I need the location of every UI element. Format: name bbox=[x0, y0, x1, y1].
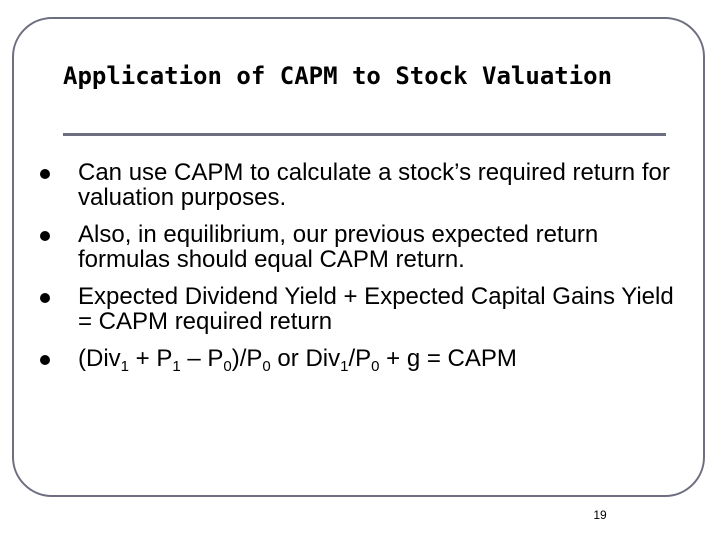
bullet-item bbox=[40, 222, 690, 272]
formula-subscript: 0 bbox=[262, 358, 271, 375]
formula-part: + g = CAPM bbox=[379, 345, 517, 372]
formula-part: /P bbox=[348, 345, 372, 372]
formula-part: (Div bbox=[78, 345, 121, 372]
formula-subscript: 1 bbox=[120, 358, 129, 375]
formula-text bbox=[78, 345, 517, 375]
bullet-item-formula bbox=[40, 345, 690, 375]
formula-part: or Div bbox=[270, 345, 341, 372]
bullet-icon bbox=[40, 293, 50, 303]
formula-subscript: 0 bbox=[371, 358, 380, 375]
bullet-text: Expected Dividend Yield + Expected Capital Gains Yield = CAPM required return bbox=[78, 283, 674, 335]
bullet-icon bbox=[40, 169, 50, 179]
bullet-list bbox=[40, 160, 690, 383]
formula-subscript: 0 bbox=[223, 358, 232, 375]
bullet-text: Can use CAPM to calculate a stock’s required return for valuation purposes. bbox=[78, 159, 670, 211]
formula-part: )/P bbox=[231, 345, 263, 372]
page-number: 19 bbox=[593, 508, 607, 522]
formula-subscript: 1 bbox=[340, 358, 349, 375]
bullet-item bbox=[40, 284, 690, 334]
slide-title: Application of CAPM to Stock Valuation bbox=[63, 62, 613, 90]
title-divider bbox=[63, 133, 666, 136]
bullet-item bbox=[40, 160, 690, 210]
bullet-text: Also, in equilibrium, our previous expected return formulas should equal CAPM return. bbox=[78, 221, 599, 273]
formula-part: + P bbox=[129, 345, 173, 372]
formula-subscript: 1 bbox=[172, 358, 181, 375]
bullet-icon bbox=[40, 231, 50, 241]
formula-part: – P bbox=[180, 345, 224, 372]
bullet-icon bbox=[40, 355, 50, 365]
